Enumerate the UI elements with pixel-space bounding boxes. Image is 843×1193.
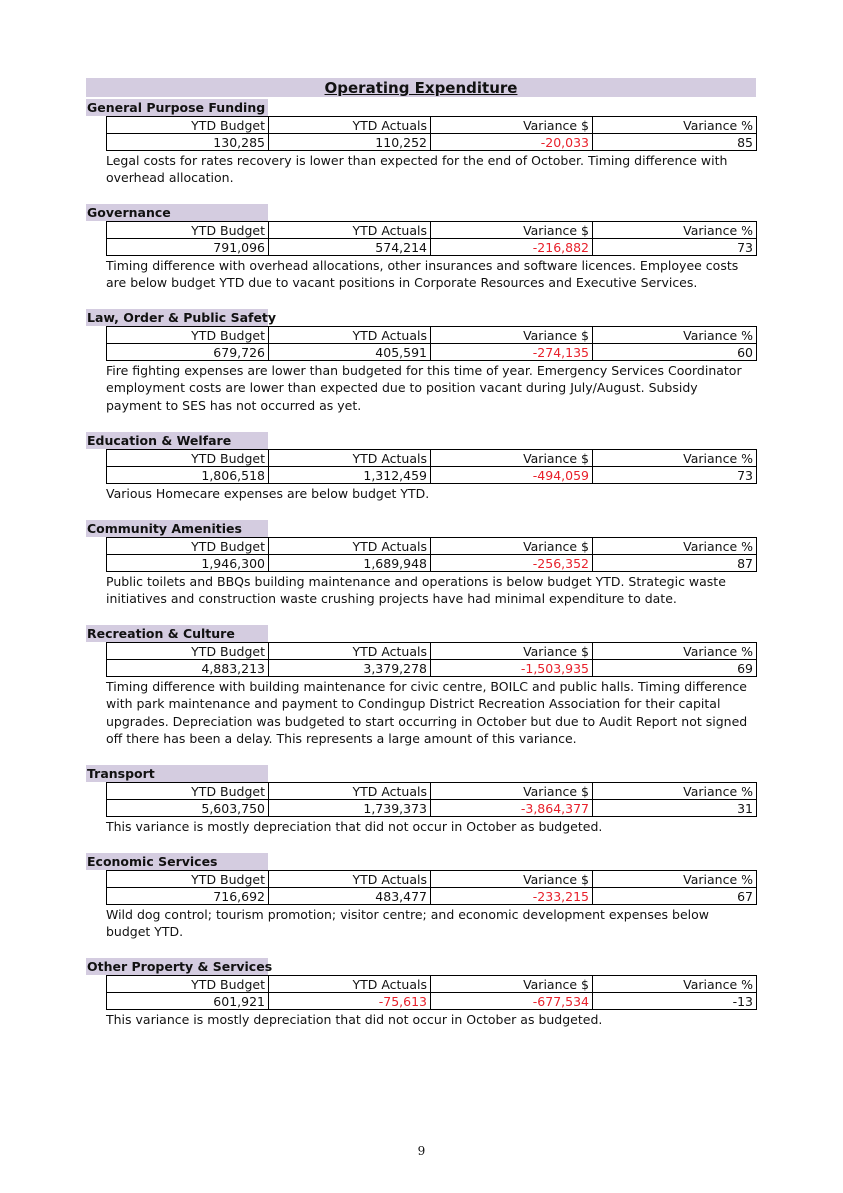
header-ytd-actuals: YTD Actuals [269,222,431,239]
variance-percent-value: 69 [593,660,757,677]
ytd-actuals-value: 1,739,373 [269,800,431,817]
header-variance-percent: Variance % [593,643,757,660]
header-ytd-budget: YTD Budget [107,538,269,555]
variance-note: This variance is mostly depreciation that did not occur in October as budgeted. [106,819,603,834]
section-community-amenities [86,518,766,608]
ytd-actuals-value: 405,591 [269,344,431,361]
header-ytd-budget: YTD Budget [107,222,269,239]
table-header-row [107,538,757,555]
section-heading: Other Property & Services [87,959,273,974]
ytd-budget-value: 130,285 [107,134,269,151]
variance-percent-value: 87 [593,555,757,572]
page-number: 9 [417,1144,426,1158]
variance-percent-value: -13 [593,993,757,1010]
table-row [107,555,757,572]
header-ytd-budget: YTD Budget [107,327,269,344]
variance-dollar-value: -3,864,377 [431,800,593,817]
header-ytd-budget: YTD Budget [107,783,269,800]
figures-table [106,642,757,677]
section-governance [86,202,766,292]
header-ytd-budget: YTD Budget [107,450,269,467]
section-heading: Governance [86,204,268,221]
header-ytd-actuals: YTD Actuals [269,976,431,993]
section-heading: Recreation & Culture [86,625,268,642]
section-law-order-public-safety [86,307,766,414]
ytd-actuals-value: 1,689,948 [269,555,431,572]
ytd-budget-value: 5,603,750 [107,800,269,817]
variance-dollar-value: -256,352 [431,555,593,572]
table-row [107,467,757,484]
table-row [107,344,757,361]
header-variance-dollar: Variance $ [431,327,593,344]
section-heading: Transport [86,765,268,782]
header-ytd-budget: YTD Budget [107,643,269,660]
table-header-row [107,783,757,800]
header-variance-percent: Variance % [593,783,757,800]
table-header-row [107,643,757,660]
variance-note: Timing difference with building maintenance for civic centre, BOILC and public halls. Timing difference with park maintenance and payment to Condingup District Recreation Association for their capital upgrades. Depreciation was budgeted to start occurring in October but due to Audit Report not signed off there has been a delay. This represents a large amount of this variance. [106,679,748,747]
header-variance-dollar: Variance $ [431,117,593,134]
header-variance-percent: Variance % [593,222,757,239]
variance-percent-value: 60 [593,344,757,361]
section-recreation-culture [86,623,766,748]
figures-table [106,782,757,817]
section-heading: General Purpose Funding [86,99,268,116]
table-header-row [107,222,757,239]
header-ytd-actuals: YTD Actuals [269,450,431,467]
section-economic-services [86,851,766,941]
variance-dollar-value: -494,059 [431,467,593,484]
ytd-budget-value: 1,806,518 [107,467,269,484]
variance-percent-value: 67 [593,888,757,905]
header-ytd-actuals: YTD Actuals [269,117,431,134]
table-row [107,888,757,905]
header-ytd-actuals: YTD Actuals [269,327,431,344]
section-education-welfare [86,430,766,502]
header-variance-percent: Variance % [593,976,757,993]
page-title: Operating Expenditure [324,79,518,97]
variance-note: Fire fighting expenses are lower than budgeted for this time of year. Emergency Services Coordinator employment costs are lower than expected due to position vacant during July/August. Subsidy payment to SES has not occurred as yet. [106,363,742,413]
variance-percent-value: 85 [593,134,757,151]
header-variance-dollar: Variance $ [431,222,593,239]
header-ytd-budget: YTD Budget [107,871,269,888]
section-heading: Education & Welfare [86,432,268,449]
header-variance-percent: Variance % [593,871,757,888]
variance-note: This variance is mostly depreciation that did not occur in October as budgeted. [106,1012,603,1027]
header-ytd-budget: YTD Budget [107,976,269,993]
ytd-budget-value: 679,726 [107,344,269,361]
figures-table [106,537,757,572]
ytd-budget-value: 716,692 [107,888,269,905]
table-header-row [107,450,757,467]
header-variance-percent: Variance % [593,538,757,555]
variance-percent-value: 73 [593,467,757,484]
figures-table [106,221,757,256]
ytd-actuals-value: -75,613 [269,993,431,1010]
header-variance-dollar: Variance $ [431,783,593,800]
variance-dollar-value: -20,033 [431,134,593,151]
table-header-row [107,117,757,134]
header-ytd-actuals: YTD Actuals [269,538,431,555]
figures-table [106,975,757,1010]
ytd-actuals-value: 483,477 [269,888,431,905]
table-header-row [107,327,757,344]
ytd-actuals-value: 110,252 [269,134,431,151]
header-variance-percent: Variance % [593,117,757,134]
variance-percent-value: 31 [593,800,757,817]
figures-table [106,449,757,484]
header-variance-percent: Variance % [593,327,757,344]
variance-note: Public toilets and BBQs building maintenance and operations is below budget YTD. Strategic waste initiatives and construction waste crushing projects have had minimal expenditure to date. [106,574,726,607]
page-title-bar [86,78,756,97]
ytd-actuals-value: 574,214 [269,239,431,256]
header-variance-dollar: Variance $ [431,976,593,993]
header-variance-dollar: Variance $ [431,538,593,555]
variance-note: Various Homecare expenses are below budget YTD. [106,486,430,501]
ytd-budget-value: 4,883,213 [107,660,269,677]
section-heading: Economic Services [86,853,268,870]
section-other-property-services [86,956,766,1028]
header-variance-dollar: Variance $ [431,450,593,467]
variance-dollar-value: -1,503,935 [431,660,593,677]
header-variance-percent: Variance % [593,450,757,467]
ytd-actuals-value: 3,379,278 [269,660,431,677]
ytd-actuals-value: 1,312,459 [269,467,431,484]
header-ytd-actuals: YTD Actuals [269,643,431,660]
table-header-row [107,976,757,993]
section-heading: Community Amenities [86,520,268,537]
header-ytd-actuals: YTD Actuals [269,871,431,888]
variance-dollar-value: -216,882 [431,239,593,256]
figures-table [106,116,757,151]
variance-percent-value: 73 [593,239,757,256]
header-ytd-budget: YTD Budget [107,117,269,134]
variance-dollar-value: -677,534 [431,993,593,1010]
table-row [107,134,757,151]
header-variance-dollar: Variance $ [431,643,593,660]
ytd-budget-value: 1,946,300 [107,555,269,572]
variance-note: Timing difference with overhead allocations, other insurances and software licences. Employee costs are below budget YTD due to vacant positions in Corporate Resources and Executive Services. [106,258,739,291]
table-row [107,993,757,1010]
figures-table [106,326,757,361]
section-transport [86,763,766,835]
table-header-row [107,871,757,888]
variance-dollar-value: -274,135 [431,344,593,361]
table-row [107,800,757,817]
header-variance-dollar: Variance $ [431,871,593,888]
table-row [107,660,757,677]
variance-note: Legal costs for rates recovery is lower than expected for the end of October. Timing difference with overhead allocation. [106,153,728,186]
header-ytd-actuals: YTD Actuals [269,783,431,800]
ytd-budget-value: 601,921 [107,993,269,1010]
table-row [107,239,757,256]
variance-dollar-value: -233,215 [431,888,593,905]
section-general-purpose-funding [86,97,766,187]
figures-table [106,870,757,905]
section-heading: Law, Order & Public Safety [87,310,277,325]
variance-note: Wild dog control; tourism promotion; visitor centre; and economic development expenses below budget YTD. [106,907,710,940]
ytd-budget-value: 791,096 [107,239,269,256]
